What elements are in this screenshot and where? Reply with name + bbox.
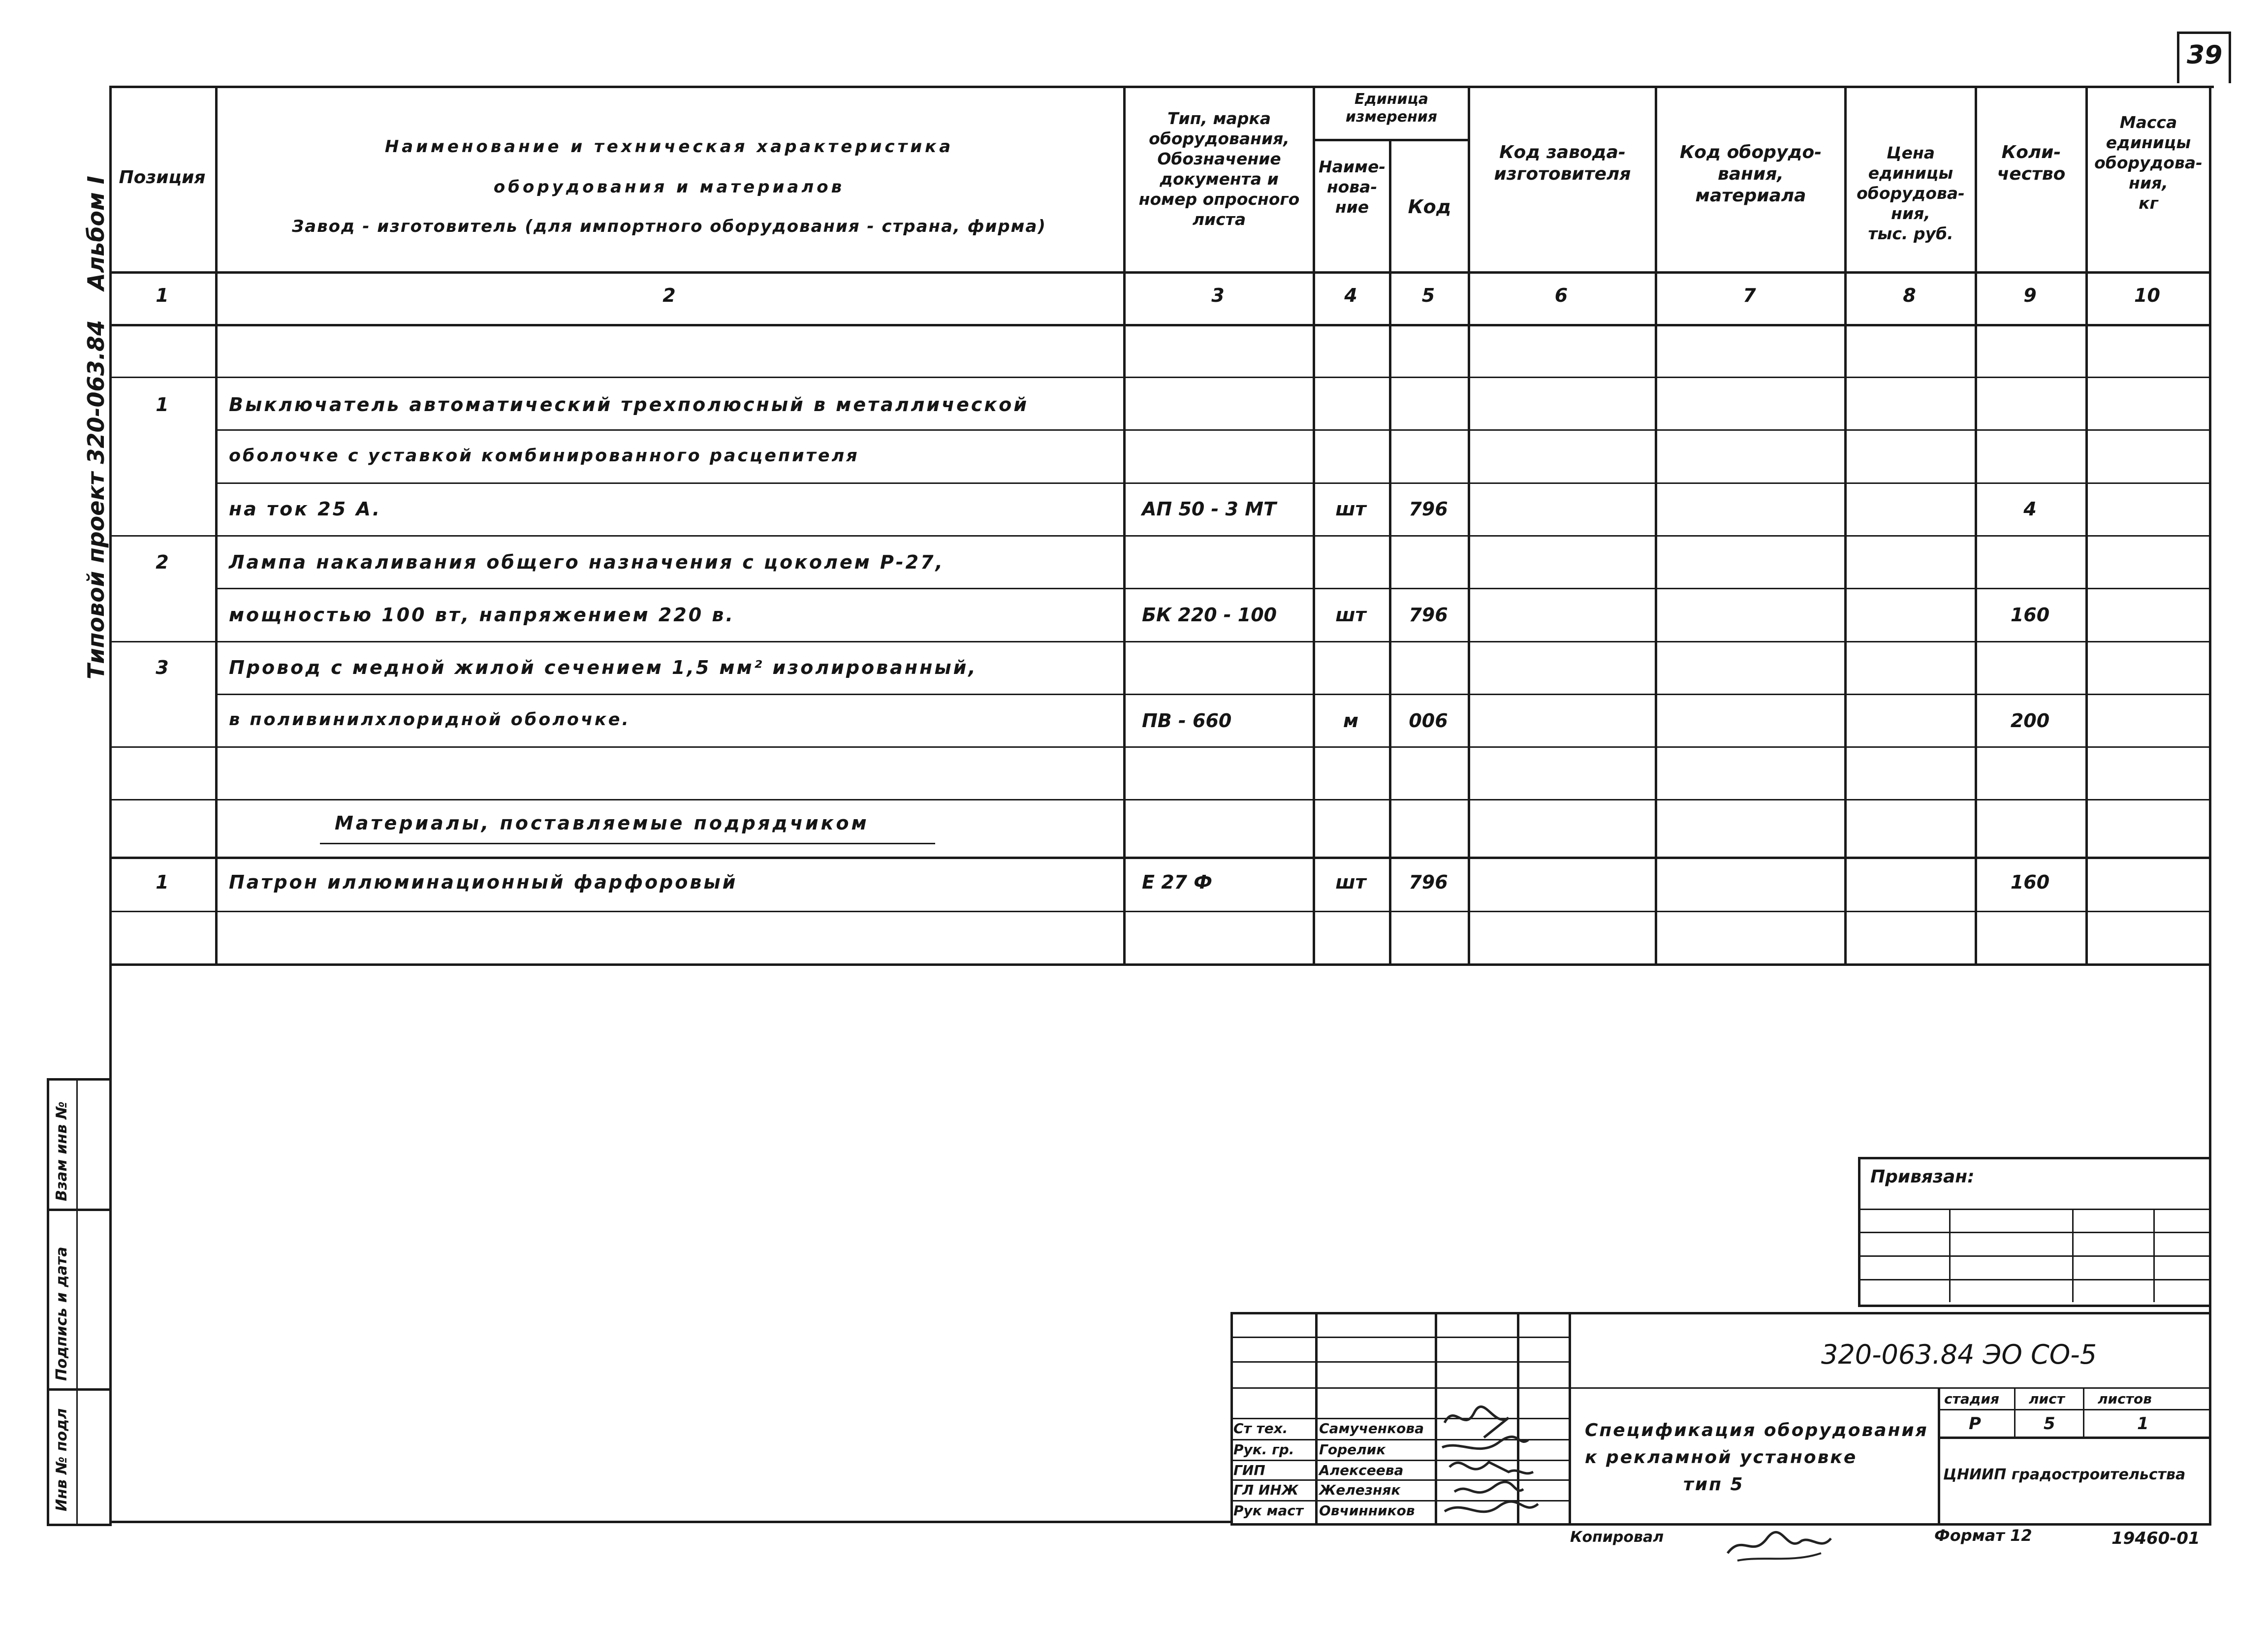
stamp-h2 bbox=[1230, 1361, 1570, 1363]
inv-label: Инв № подл bbox=[53, 1408, 70, 1511]
colnum-5: 5 bbox=[1421, 285, 1435, 306]
hdr-position: Позиция bbox=[119, 167, 206, 188]
name-2: Горелик bbox=[1319, 1441, 1386, 1458]
stage-h2 bbox=[1938, 1437, 2209, 1439]
hdr-mass-line1: Масса bbox=[2119, 113, 2177, 132]
colnum-10: 10 bbox=[2134, 285, 2160, 306]
row7-text: в поливинилхлоридной оболочке. bbox=[229, 710, 630, 730]
hdr-price-line2: единицы bbox=[1868, 163, 1953, 183]
hdr-qty bbox=[1977, 142, 2085, 185]
row-line-12 bbox=[109, 963, 2211, 966]
hdr-mass-line3: оборудова- bbox=[2094, 153, 2203, 172]
frame-top bbox=[109, 86, 2214, 88]
stage-value: Р bbox=[1969, 1414, 1981, 1434]
priv-h2 bbox=[1858, 1232, 2209, 1233]
left-strip-inner bbox=[76, 1078, 78, 1524]
col-line-9 bbox=[2085, 86, 2088, 966]
row-line-7 bbox=[215, 694, 2211, 695]
sheets-value: 1 bbox=[2137, 1414, 2149, 1434]
colnum-1: 1 bbox=[156, 285, 169, 306]
row4-text: Лампа накаливания общего назначения с цоколем Р-27, bbox=[229, 551, 945, 573]
col-line-5 bbox=[1468, 86, 1470, 966]
row5-type: БК 220 - 100 bbox=[1142, 604, 1277, 626]
hdr-name-3: Завод - изготовитель (для импортного оборудования - страна, фирма) bbox=[292, 217, 1046, 236]
hdr-qty-line1: Коли- bbox=[2001, 142, 2061, 162]
hdr-unit-line2: измерения bbox=[1345, 108, 1438, 126]
unit-sub-line bbox=[1313, 139, 1469, 141]
row4-pos: 2 bbox=[156, 551, 169, 573]
col-line-3 bbox=[1313, 86, 1315, 966]
row-line-hdr bbox=[109, 271, 2211, 274]
row-line-4 bbox=[109, 535, 2211, 537]
hdr-unit-name-line1: Наиме- bbox=[1318, 157, 1386, 176]
kopiroval-label: Копировал bbox=[1570, 1529, 1664, 1546]
hdr-price-line4: ния, bbox=[1891, 204, 1930, 223]
row-line-5 bbox=[215, 588, 2211, 589]
row1-pos: 1 bbox=[156, 394, 169, 415]
row6-text: Провод с медной жилой сечением 1,5 мм² изолированный, bbox=[229, 657, 977, 678]
stage-label: стадия bbox=[1944, 1391, 1999, 1407]
vzam-label: Взам инв № bbox=[53, 1101, 70, 1201]
org-name: ЦНИИП градостроительства bbox=[1943, 1466, 2186, 1483]
role-3: ГИП bbox=[1233, 1462, 1265, 1478]
privyazan-label: Привязан: bbox=[1870, 1167, 1975, 1187]
hdr-type-line5: номер опросного bbox=[1138, 190, 1300, 209]
row3-unit: шт bbox=[1335, 498, 1366, 520]
row-line-num bbox=[109, 324, 2211, 326]
hdr-unit bbox=[1315, 91, 1468, 126]
hdr-price-line1: Цена bbox=[1886, 143, 1935, 162]
role-4: ГЛ ИНЖ bbox=[1233, 1482, 1298, 1498]
title-line2: к рекламной установке bbox=[1585, 1447, 1858, 1468]
colnum-6: 6 bbox=[1554, 285, 1568, 306]
colnum-7: 7 bbox=[1743, 285, 1756, 306]
row7-qty: 200 bbox=[2010, 710, 2050, 732]
row3-text: на ток 25 А. bbox=[229, 498, 382, 520]
stamp-h1 bbox=[1230, 1337, 1570, 1338]
hdr-type-line4: документа и bbox=[1160, 169, 1279, 189]
row10-code: 796 bbox=[1409, 871, 1448, 893]
row10-text: Патрон иллюминационный фарфоровый bbox=[229, 871, 738, 893]
hdr-factory-line2: изготовителя bbox=[1494, 164, 1631, 184]
row1-text: Выключатель автоматический трехполюсный в металлической bbox=[229, 394, 1029, 415]
name-5: Овчинников bbox=[1319, 1502, 1415, 1519]
hdr-type-line2: оборудования, bbox=[1149, 129, 1290, 148]
row-line-8 bbox=[109, 746, 2211, 748]
title-line3: тип 5 bbox=[1683, 1474, 1744, 1495]
row7-code: 006 bbox=[1409, 710, 1448, 732]
row10-type: Е 27 Ф bbox=[1142, 871, 1212, 893]
priv-h3 bbox=[1858, 1255, 2209, 1257]
podpis-label: Подпись и дата bbox=[53, 1246, 70, 1381]
hdr-factory-line1: Код завода- bbox=[1499, 142, 1626, 162]
name-4: Железняк bbox=[1319, 1482, 1401, 1498]
sheets-label: листов bbox=[2098, 1391, 2152, 1407]
priv-h1 bbox=[1858, 1209, 2209, 1210]
hdr-type-line6: листа bbox=[1192, 210, 1246, 229]
signatures bbox=[1435, 1393, 1548, 1526]
sheet-value: 5 bbox=[2044, 1414, 2055, 1434]
stage-v1 bbox=[2014, 1387, 2016, 1437]
hdr-name-2: оборудования и материалов bbox=[493, 177, 845, 197]
role-1: Ст тех. bbox=[1233, 1420, 1288, 1437]
hdr-factory bbox=[1470, 142, 1655, 185]
hdr-type bbox=[1126, 108, 1313, 229]
row7-unit: м bbox=[1343, 710, 1359, 732]
hdr-unit-name bbox=[1315, 157, 1389, 217]
name-3: Алексеева bbox=[1319, 1462, 1404, 1478]
hdr-equip-line2: вания, bbox=[1718, 164, 1784, 184]
colnum-2: 2 bbox=[662, 285, 676, 306]
role-2: Рук. гр. bbox=[1233, 1441, 1294, 1458]
hdr-qty-line2: чество bbox=[1997, 164, 2066, 184]
row10-qty: 160 bbox=[2010, 871, 2050, 893]
row2-text: оболочке с уставкой комбинированного расцепителя bbox=[229, 446, 859, 466]
row6-pos: 3 bbox=[156, 657, 169, 678]
row3-qty: 4 bbox=[2023, 498, 2037, 520]
album-label: Альбом I bbox=[83, 176, 109, 290]
left-strip-div1 bbox=[47, 1209, 109, 1211]
doc-code: 320-063.84 ЭО СО-5 bbox=[1821, 1339, 2097, 1370]
row-line-1 bbox=[109, 377, 2211, 378]
row-line-6 bbox=[109, 641, 2211, 642]
hdr-type-line1: Тип, марка bbox=[1167, 109, 1271, 128]
row-line-9 bbox=[109, 799, 2211, 800]
stage-left bbox=[1938, 1387, 1940, 1523]
frame-right bbox=[2209, 86, 2211, 1523]
left-strip-div2 bbox=[47, 1388, 109, 1391]
row10-pos: 1 bbox=[156, 871, 169, 893]
stamp-doc-line bbox=[1569, 1387, 2209, 1389]
col-line-6 bbox=[1655, 86, 1657, 966]
hdr-price-line5: тыс. руб. bbox=[1868, 224, 1953, 243]
row3-code: 796 bbox=[1409, 498, 1448, 520]
row5-unit: шт bbox=[1335, 604, 1366, 626]
row-line-10 bbox=[109, 857, 2211, 859]
hdr-unit-name-line2: нова- bbox=[1326, 177, 1378, 196]
kopiroval-signature bbox=[1723, 1524, 1836, 1568]
section-heading: Материалы, поставляемые подрядчиком bbox=[335, 812, 869, 834]
row7-type: ПВ - 660 bbox=[1142, 710, 1232, 732]
hdr-price-line3: оборудова- bbox=[1857, 184, 1965, 203]
colnum-4: 4 bbox=[1344, 285, 1357, 306]
stage-v2 bbox=[2083, 1387, 2084, 1437]
stage-h1 bbox=[1938, 1409, 2209, 1410]
doc-number: 19460-01 bbox=[2111, 1529, 2200, 1548]
hdr-price bbox=[1847, 143, 1975, 244]
hdr-unit-name-line3: ние bbox=[1335, 197, 1369, 217]
hdr-unit-code: Код bbox=[1408, 196, 1451, 218]
hdr-type-line3: Обозначение bbox=[1157, 149, 1281, 168]
colnum-3: 3 bbox=[1211, 285, 1225, 306]
hdr-mass-line5: кг bbox=[2139, 193, 2158, 213]
row-line-11 bbox=[109, 911, 2211, 912]
row5-code: 796 bbox=[1409, 604, 1448, 626]
row5-qty: 160 bbox=[2010, 604, 2050, 626]
col-line-8 bbox=[1975, 86, 1977, 966]
hdr-equip bbox=[1657, 142, 1844, 207]
row-line-2 bbox=[215, 429, 2211, 431]
row-line-3 bbox=[215, 482, 2211, 484]
hdr-equip-line3: материала bbox=[1695, 186, 1806, 206]
hdr-unit-line1: Единица bbox=[1354, 91, 1428, 108]
hdr-name-1: Наименование и техническая характеристика bbox=[384, 137, 954, 157]
row10-unit: шт bbox=[1335, 871, 1366, 893]
project-label: Типовой проект 320-063.84 bbox=[83, 320, 109, 679]
hdr-mass-line2: единицы bbox=[2106, 133, 2191, 152]
section-underline bbox=[320, 843, 935, 844]
title-line1: Спецификация оборудования bbox=[1585, 1420, 1928, 1440]
colnum-9: 9 bbox=[2023, 285, 2037, 306]
hdr-mass bbox=[2088, 112, 2209, 213]
stamp-h3 bbox=[1230, 1387, 1570, 1389]
row3-type: АП 50 - 3 МТ bbox=[1142, 498, 1276, 520]
priv-v3 bbox=[2153, 1209, 2155, 1302]
page-number: 39 bbox=[2187, 40, 2223, 70]
priv-v2 bbox=[2072, 1209, 2074, 1302]
frame-bottom bbox=[109, 1521, 1231, 1523]
priv-h4 bbox=[1858, 1279, 2209, 1280]
sheet-label: лист bbox=[2029, 1391, 2065, 1407]
row5-text: мощностью 100 вт, напряжением 220 в. bbox=[229, 604, 735, 626]
colnum-8: 8 bbox=[1903, 285, 1916, 306]
role-5: Рук маст bbox=[1233, 1502, 1304, 1519]
name-1: Самученкова bbox=[1319, 1420, 1424, 1437]
hdr-mass-line4: ния, bbox=[2129, 173, 2168, 192]
priv-v1 bbox=[1949, 1209, 1951, 1302]
hdr-equip-line1: Код оборудо- bbox=[1679, 142, 1822, 162]
col-line-4 bbox=[1389, 139, 1391, 966]
format-label: Формат 12 bbox=[1934, 1526, 2032, 1545]
